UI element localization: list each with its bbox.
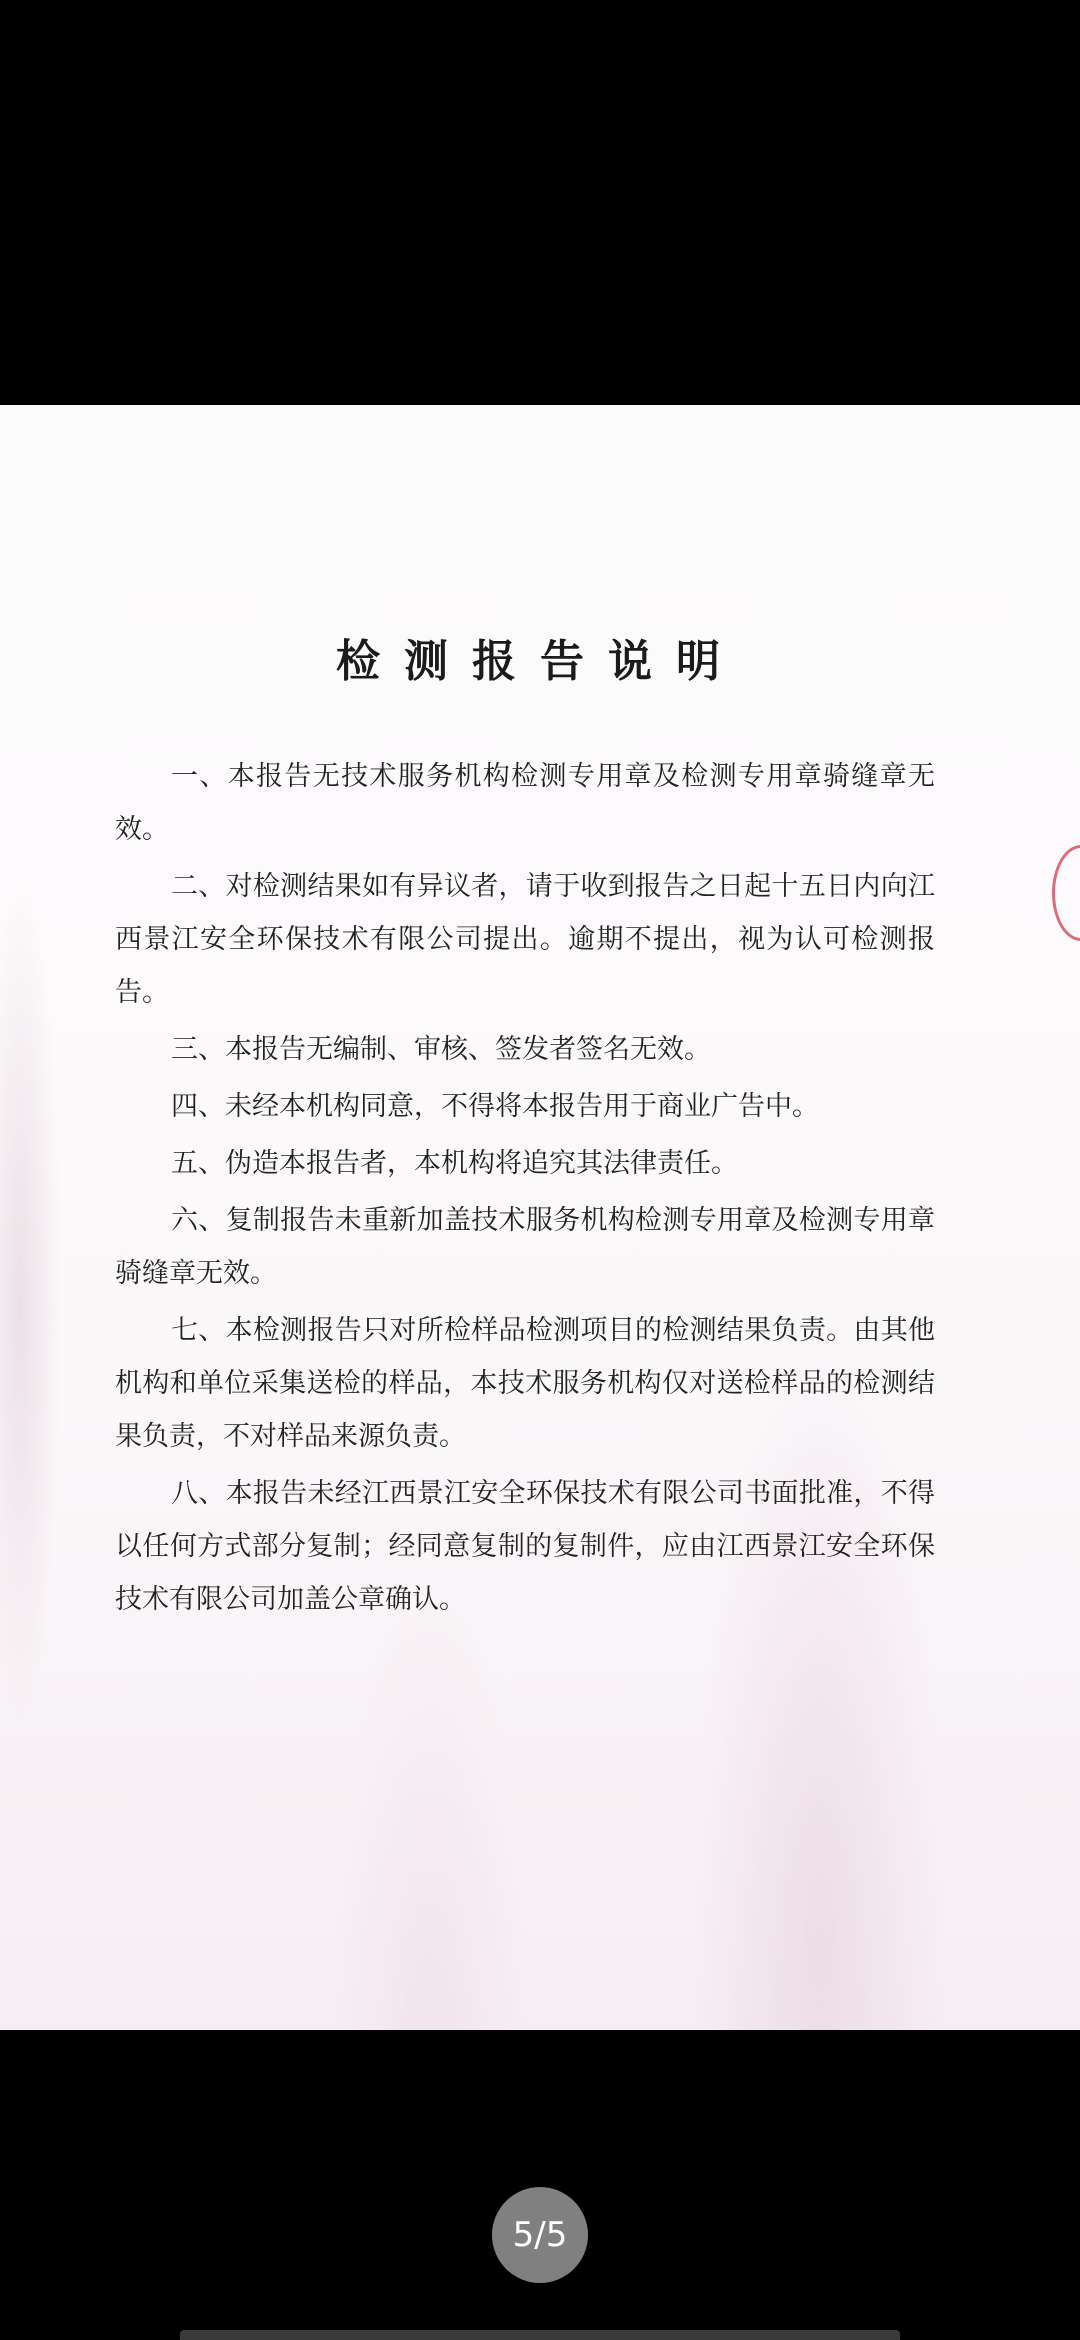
clause-8: 八、本报告未经江西景江安全环保技术有限公司书面批准，不得以任何方式部分复制；经同意复制的复制件，应由江西景江安全环保技术有限公司加盖公章确认。 (115, 1478, 935, 1615)
clause-2: 二、对检测结果如有异议者，请于收到报告之日起十五日内向江西景江安全环保技术有限公司提出。逾期不提出，视为认可检测报告。 (115, 871, 935, 1008)
clause-7: 七、本检测报告只对所检样品检测项目的检测结果负责。由其他机构和单位采集送检的样品，本技术服务机构仅对送检样品的检测结果负责，不对样品来源负责。 (115, 1315, 935, 1452)
document-photo[interactable] (0, 405, 1080, 2030)
clause-3: 三、本报告无编制、审核、签发者签名无效。 (171, 1034, 711, 1065)
clause-list (115, 750, 935, 1630)
gesture-bar[interactable] (180, 2330, 900, 2340)
document-title: 检测报告说明 (336, 636, 744, 687)
clause-6: 六、复制报告未重新加盖技术服务机构检测专用章及检测专用章骑缝章无效。 (115, 1205, 935, 1289)
clause-5: 五、伪造本报告者，本机构将追究其法律责任。 (171, 1148, 738, 1179)
clause-4: 四、未经本机构同意，不得将本报告用于商业广告中。 (171, 1091, 819, 1122)
seal-stamp-edge (1052, 845, 1080, 941)
page-indicator[interactable]: 5/5 (492, 2187, 588, 2283)
clause-1: 一、本报告无技术服务机构检测专用章及检测专用章骑缝章无效。 (115, 761, 935, 845)
